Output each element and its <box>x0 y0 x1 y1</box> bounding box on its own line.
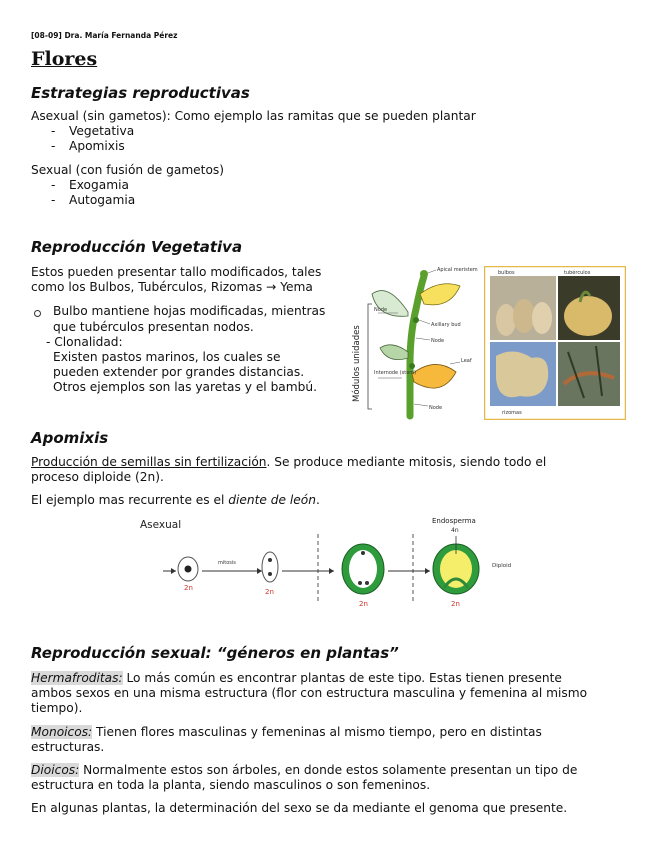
clonalidad-label: - Clonalidad: <box>46 335 123 349</box>
diagram-label: Diploid <box>492 563 512 569</box>
highlighted-term: Hermafroditas: <box>31 671 123 685</box>
figure-label: Leaf <box>461 358 472 364</box>
paragraph-line: como los Bulbos, Tubérculos, Rizomas → Yema <box>31 280 313 294</box>
list-dash: - <box>51 178 56 192</box>
paragraph-line: estructuras. <box>31 740 105 754</box>
list-dash: - <box>51 193 56 207</box>
paragraph-line <box>31 455 546 470</box>
figure-label: Axillary bud <box>431 322 461 328</box>
paragraph-line: que tubérculos presentan nodos. <box>53 320 254 334</box>
paragraph-line: proceso diploide (2n). <box>31 470 164 484</box>
paragraph-text: . Se produce mediante mitosis, siendo todo el <box>266 455 547 469</box>
diagram-label: mitosis <box>218 560 236 566</box>
underlined-term: Producción de semillas sin fertilización <box>31 455 267 469</box>
paragraph-line: Bulbo mantiene hojas modificadas, mientras <box>53 304 326 318</box>
ploidy-label: 2n <box>451 600 460 608</box>
paragraph-line: pueden extender por grandes distancias. <box>53 365 305 379</box>
heading-sexual: Reproducción sexual: “géneros en plantas” <box>31 644 399 662</box>
paragraph-text: Tienen flores masculinas y femeninas al mismo tiempo, pero en distintas <box>92 725 542 739</box>
paragraph-line: tiempo). <box>31 701 83 715</box>
paragraph-text: El ejemplo mas recurrente es el <box>31 493 229 507</box>
paragraph-line <box>31 763 577 778</box>
list-item: Autogamia <box>69 193 136 207</box>
paragraph-line: ambos sexos en una misma estructura (flor con estructura masculina y femenina al mismo <box>31 686 588 700</box>
paragraph-line <box>31 725 542 740</box>
figure-label: Apical meristem <box>437 267 478 273</box>
paragraph-line: En algunas plantas, la determinación del sexo se da mediante el genoma que presente. <box>31 801 568 815</box>
asexual-text: Asexual (sin gametos): Como ejemplo las ramitas que se pueden plantar <box>31 109 476 123</box>
diagram-label: Endosperma <box>432 517 476 525</box>
figure-label: rizomas <box>502 410 522 416</box>
list-dash: - <box>51 139 56 153</box>
list-item: Apomixis <box>69 139 125 153</box>
heading-apomixis: Apomixis <box>31 429 109 447</box>
highlighted-term: Dioicos: <box>31 763 80 777</box>
paragraph-line: Existen pastos marinos, los cuales se <box>53 350 281 364</box>
list-item: Vegetativa <box>69 124 135 138</box>
document-header: [08-09] Dra. María Fernanda Pérez <box>31 31 178 40</box>
figure-label: bulbos <box>498 270 515 276</box>
highlighted-term: Monoicos: <box>31 725 93 739</box>
figure-label: tubérculos <box>564 270 591 276</box>
apomixis-diagram <box>138 514 528 614</box>
diagram-label: Asexual <box>140 519 182 531</box>
italic-term: diente de león <box>228 493 316 507</box>
diagram-label: 4n <box>451 527 459 534</box>
paragraph-line: Estos pueden presentar tallo modificados, tales <box>31 265 322 279</box>
figure-label: Node <box>429 405 443 411</box>
paragraph-line <box>31 671 562 686</box>
bulbs-tubers-photo-figure <box>484 266 626 420</box>
list-dash: - <box>51 124 56 138</box>
figure-label: Internode (stem) <box>374 370 417 376</box>
paragraph-line: Otros ejemplos son las yaretas y el bambú. <box>53 380 317 394</box>
bullet-icon <box>34 310 41 317</box>
paragraph-line <box>31 493 320 508</box>
paragraph-text: Normalmente estos son árboles, en donde estos solamente presentan un tipo de <box>79 763 578 777</box>
list-item: Exogamia <box>69 178 129 192</box>
heading-estrategias: Estrategias reproductivas <box>31 84 250 102</box>
page-title: Flores <box>31 48 98 70</box>
ploidy-label: 2n <box>359 600 368 608</box>
paragraph-text: Lo más común es encontrar plantas de este tipo. Estas tienen presente <box>122 671 562 685</box>
ploidy-label: 2n <box>184 584 193 592</box>
paragraph-text: . <box>315 493 320 507</box>
heading-vegetativa: Reproducción Vegetativa <box>31 238 243 256</box>
ploidy-label: 2n <box>265 588 274 596</box>
figure-label: Node <box>374 307 388 313</box>
figure-label: Node <box>431 338 445 344</box>
sexual-text: Sexual (con fusión de gametos) <box>31 163 225 177</box>
paragraph-line: estructura en toda la planta, siendo masculinos o son femeninos. <box>31 778 431 792</box>
figure-side-label: Módulos unidades <box>352 325 362 402</box>
plant-module-figure <box>350 264 480 422</box>
